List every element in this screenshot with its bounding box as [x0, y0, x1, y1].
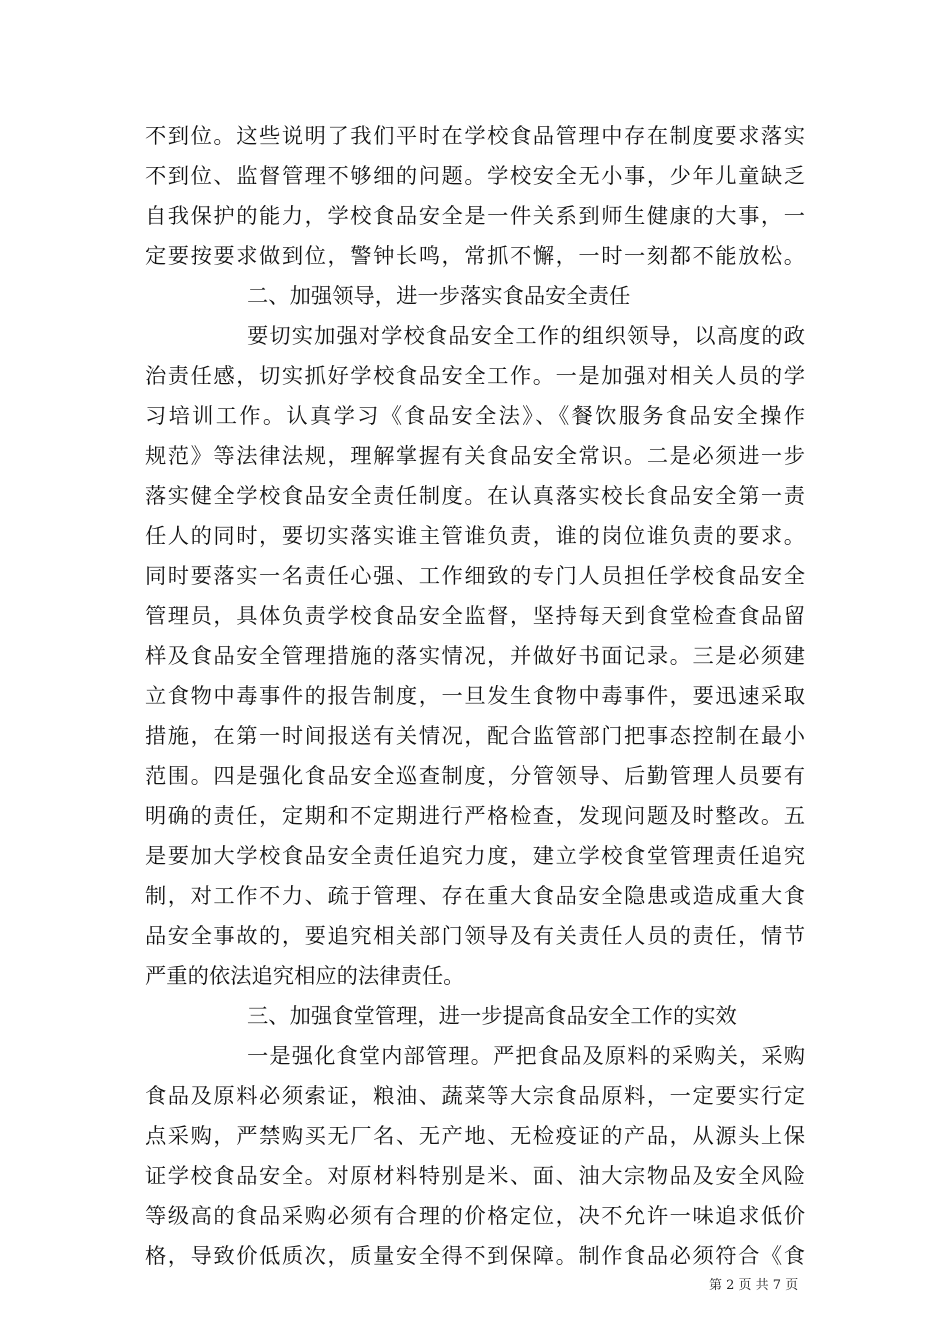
section-heading-3: 三、加强食堂管理，进一步提高食品安全工作的实效	[247, 1004, 737, 1029]
paragraph-line: 规范》等法律法规，理解掌握有关食品安全常识。二是必须进一步	[145, 444, 805, 469]
paragraph-line: 制，对工作不力、疏于管理、存在重大食品安全隐患或造成重大食	[145, 884, 805, 909]
paragraph-line: 食品及原料必须索证，粮油、蔬菜等大宗食品原料，一定要实行定	[145, 1084, 805, 1109]
paragraph-line: 严重的依法追究相应的法律责任。	[145, 964, 465, 989]
paragraph-line: 立食物中毒事件的报告制度，一旦发生食物中毒事件，要迅速采取	[145, 684, 805, 709]
paragraph-line: 样及食品安全管理措施的落实情况，并做好书面记录。三是必须建	[145, 644, 805, 669]
paragraph-line: 格，导致价低质次，质量安全得不到保障。制作食品必须符合《食	[145, 1244, 805, 1269]
paragraph-line: 落实健全学校食品安全责任制度。在认真落实校长食品安全第一责	[145, 484, 805, 509]
page-number-footer: 第 2 页 共 7 页	[709, 1278, 799, 1293]
paragraph-line: 等级高的食品采购必须有合理的价格定位，决不允许一味追求低价	[145, 1204, 805, 1229]
paragraph-line: 证学校食品安全。对原材料特别是米、面、油大宗物品及安全风险	[145, 1164, 805, 1189]
paragraph-line: 同时要落实一名责任心强、工作细致的专门人员担任学校食品安全	[145, 564, 805, 589]
paragraph-line: 范围。四是强化食品安全巡查制度，分管领导、后勤管理人员要有	[145, 764, 805, 789]
paragraph-line: 措施，在第一时间报送有关情况，配合监管部门把事态控制在最小	[145, 724, 805, 749]
paragraph-line: 明确的责任，定期和不定期进行严格检查，发现问题及时整改。五	[145, 804, 805, 829]
paragraph-line: 品安全事故的，要追究相关部门领导及有关责任人员的责任，情节	[145, 924, 805, 949]
paragraph-line: 一是强化食堂内部管理。严把食品及原料的采购关，采购	[247, 1044, 805, 1069]
paragraph-line: 习培训工作。认真学习《食品安全法》、《餐饮服务食品安全操作	[145, 404, 805, 429]
paragraph-line: 不到位、监督管理不够细的问题。学校安全无小事，少年儿童缺乏	[145, 164, 805, 189]
paragraph-line: 自我保护的能力，学校食品安全是一件关系到师生健康的大事，一	[145, 204, 805, 229]
paragraph-line: 管理员，具体负责学校食品安全监督，坚持每天到食堂检查食品留	[145, 604, 805, 629]
paragraph-line: 治责任感，切实抓好学校食品安全工作。一是加强对相关人员的学	[145, 364, 805, 389]
paragraph-line: 任人的同时，要切实落实谁主管谁负责，谁的岗位谁负责的要求。	[145, 524, 805, 549]
section-heading-2: 二、加强领导，进一步落实食品安全责任	[247, 284, 631, 309]
paragraph-line: 要切实加强对学校食品安全工作的组织领导，以高度的政	[247, 324, 805, 349]
paragraph-line: 是要加大学校食品安全责任追究力度，建立学校食堂管理责任追究	[145, 844, 805, 869]
paragraph-line: 点采购，严禁购买无厂名、无产地、无检疫证的产品，从源头上保	[145, 1124, 805, 1149]
paragraph-line: 定要按要求做到位，警钟长鸣，常抓不懈，一时一刻都不能放松。	[145, 244, 805, 269]
paragraph-line: 不到位。这些说明了我们平时在学校食品管理中存在制度要求落实	[145, 124, 805, 149]
